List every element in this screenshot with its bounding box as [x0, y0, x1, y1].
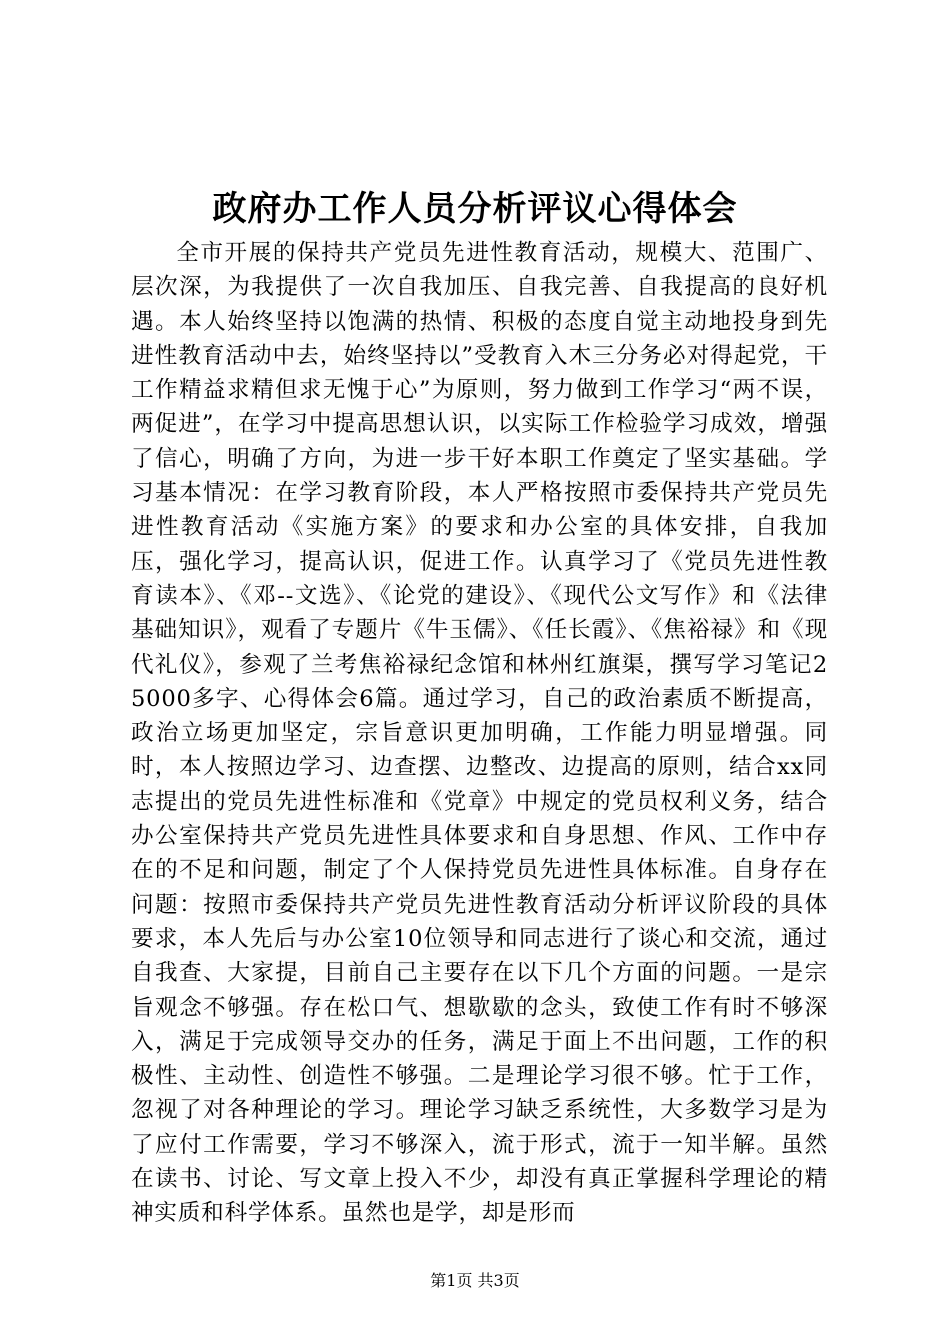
document-body: 全市开展的保持共产党员先进性教育活动，规模大、范围广、层次深，为我提供了一次自我加压、自我完善、自我提高的良好机遇。本人始终坚持以饱满的热情、积极的态度自觉主动地投身到先进性教育活动中去，始终坚持以”受教育入木三分务必对得起党，干工作精益求精但求无愧于心”为原则，努力做到工作学习“两不误，两促进”，在学习中提高思想认识，以实际工作检验学习成效，增强了信心，明确了方向，为进一步干好本职工作奠定了坚实基础。学习基本情况：在学习教育阶段，本人严格按照市委保持共产党员先进性教育活动《实施方案》的要求和办公室的具体安排，自我加压，强化学习，提高认识，促进工作。认真学习了《党员先进性教育读本》、《邓--文选》、《论党的建设》、《现代公文写作》和《法律基础知识》，观看了专题片《牛玉儒》、《任长霞》、《焦裕禄》和《现代礼仪》，参观了兰考焦裕禄纪念馆和林州红旗渠，撰写学习笔记25000多字、心得体会6篇。通过学习，自己的政治素质不断提高，政治立场更加坚定，宗旨意识更加明确，工作能力明显增强。同时，本人按照边学习、边查摆、边整改、边提高的原则，结合xx同志提出的党员先进性标准和《党章》中规定的党员权利义务，结合办公室保持共产党员先进性具体要求和自身思想、作风、工作中存在的不足和问题，制定了个人保持党员先进性具体标准。自身存在问题：按照市委保持共产党员先进性教育活动分析评议阶段的具体要求，本人先后与办公室10位领导和同志进行了谈心和交流，通过自我查、大家提，目前自己主要存在以下几个方面的问题。一是宗旨观念不够强。存在松口气、想歇歇的念头，致使工作有时不够深入，满足于完成领导交办的任务，满足于面上不出问题，工作的积极性、主动性、创造性不够强。二是理论学习很不够。忙于工作，忽视了对各种理论的学习。理论学习缺乏系统性，大多数学习是为了应付工作需要，学习不够深入，流于形式，流于一知半解。虽然在读书、讨论、写文章上投入不少，却没有真正掌握科学理论的精神实质和科学体系。虽然也是学，却是形而 — [131, 240, 828, 1227]
page-number: 第1页 共3页 — [430, 1271, 520, 1290]
document-title: 政府办工作人员分析评议心得体会 — [212, 189, 738, 229]
